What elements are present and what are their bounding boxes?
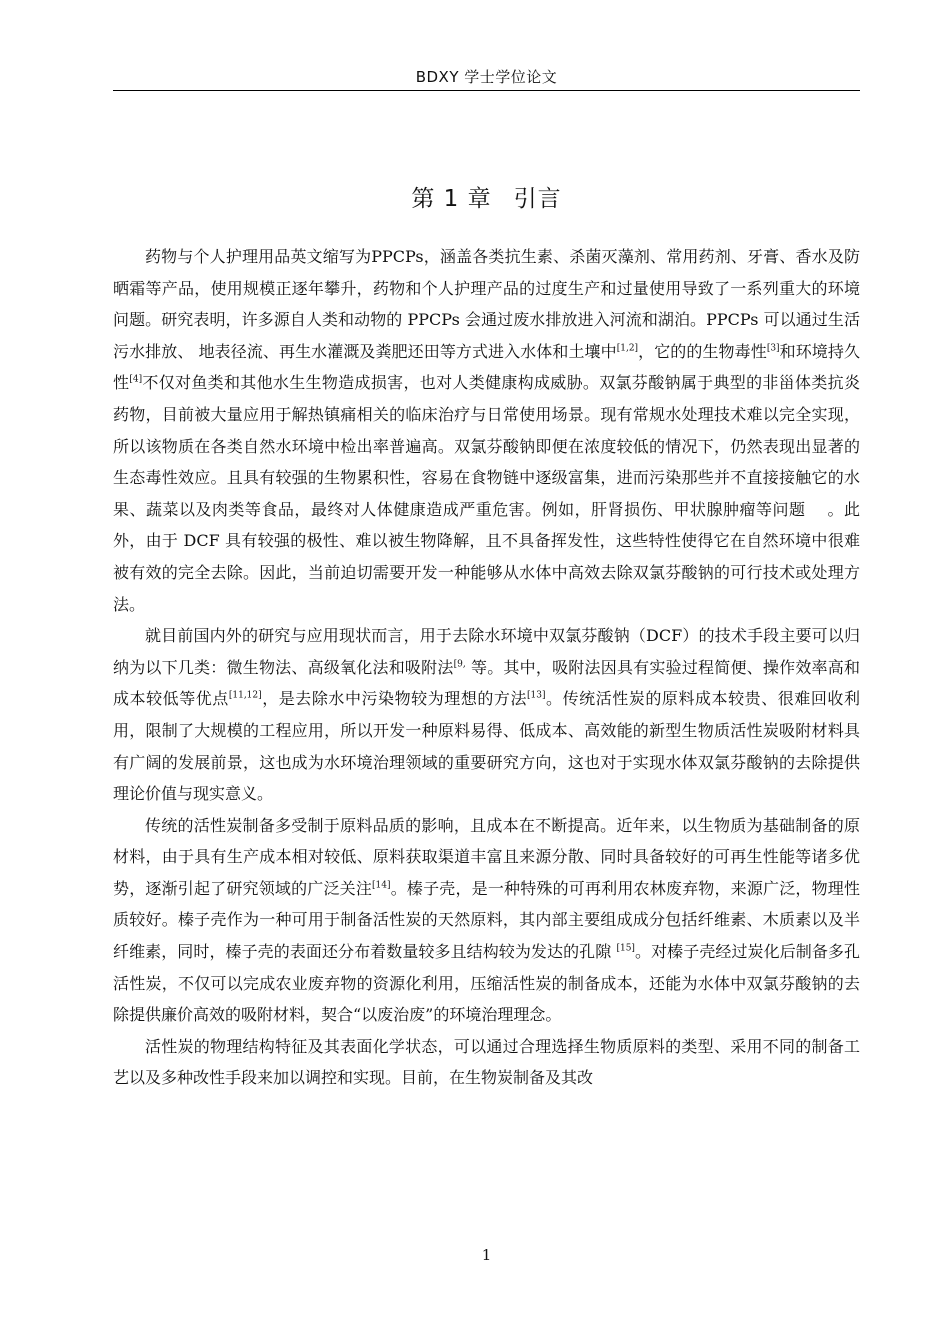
text-run: 传统的活性炭制备多受制于原料品质的影响，且成本在不断提高。近年来，以生物质为基础制备的原材料，由于具有生产成本相对较低、原料获取渠道丰富且来源分散、同时具备较好的可再生性能等诸多优势，逐渐引起了研究领域的广泛关注 <box>113 815 860 898</box>
text-run: ，它的的生物毒性 <box>638 341 767 361</box>
chapter-number: 第 1 章 <box>411 186 492 212</box>
text-run: 。对榛子壳经过炭化后制备多孔活性炭，不仅可以完成农业废弃物的资源化利用，压缩活性炭的制备成本，还能为水体中双氯芬酸钠的去除提供廉价高效的吸附材料，契合“以废治废”的环境治理理念。 <box>113 942 860 1025</box>
citation: [13] <box>527 690 546 701</box>
paragraph <box>113 620 860 810</box>
citation: [15] <box>616 943 635 954</box>
header-rule <box>113 90 860 91</box>
text-run: 活性炭的物理结构特征及其表面化学状态，可以通过合理选择生物质原料的类型、采用不同的制备工艺以及多种改性手段来加以调控和实现。目前，在生物炭制备及其改 <box>113 1036 860 1088</box>
citation: [14] <box>372 880 391 891</box>
citation: [11,12] <box>228 690 262 701</box>
chapter-heading <box>113 180 860 213</box>
text-run: 和环境持久性 <box>113 341 860 393</box>
text-run: 。传统活性炭的原料成本较贵、很难回收利用，限制了大规模的工程应用，所以开发一种原料易得、低成本、高效能的新型生物质活性炭吸附材料具有广阔的发展前景，这也成为水环境治理领域的重要研究方向，这也对于实现水体双氯芬酸钠的去除提供理论价值与现实意义。 <box>113 689 860 804</box>
citation: [9, <box>453 659 466 670</box>
text-run: 不仅对鱼类和其他水生生物造成损害，也对人类健康构成威胁。双氯芬酸钠属于典型的非甾体类抗炎药物，目前被大量应用于解热镇痛相关的临床治疗与日常使用场景。现有常规水处理技术难以完全实现，所以该物质在各类自然水环境中检出率普遍高。双氯芬酸钠即便在浓度较低的情况下，仍然表现出显著的生态毒性效应。且具有较强的生物累积性，容易在食物链中逐级富集，进而污染那些并不直接接触它的水果、蔬菜以及肉类等食品，最终对人体健康造成严重危害。例如，肝肾损伤、甲状腺肿瘤等问题 。此外，由于 DCF 具有较强的极性、难以被生物降解，且不具备挥发性，这些特性使得它在自然环境中很难被有效的完全去除。因此，当前迫切需要开发一种能够从水体中高效去除双氯芬酸钠的可行技术或处理方法。 <box>113 373 860 614</box>
paragraph <box>113 1031 860 1094</box>
citation: [1,2] <box>616 343 639 354</box>
citation: [3] <box>766 343 780 354</box>
text-run: 就目前国内外的研究与应用现状而言，用于去除水环境中双氯芬酸钠（DCF）的技术手段主要可以归纳为以下几类：微生物法、高级氧化法和吸附法 <box>113 626 860 677</box>
running-header: BDXY 学士学位论文 <box>415 68 558 86</box>
paragraph <box>113 241 860 620</box>
paragraph <box>113 810 860 1031</box>
text-run: 等。其中，吸附法因具有实验过程简便、操作效率高和成本较低等优点 <box>113 657 860 709</box>
page-number: 1 <box>481 1246 492 1264</box>
text-run: ，是去除水中污染物较为理想的方法 <box>261 689 528 709</box>
chapter-title: 引言 <box>513 186 562 212</box>
text-run: 药物与个人护理用品英文缩写为PPCPs，涵盖各类抗生素、杀菌灭藻剂、常用药剂、牙膏、香水及防晒霜等产品，使用规模正逐年攀升，药物和个人护理产品的过度生产和过量使用导致了一系列重大的环境问题。研究表明，许多源自人类和动物的 PPCPs 会通过废水排放进入河流和湖泊。PPCPs 可以通过生活污水排放、 地表径流、再生水灌溉及粪肥还田等方式进入水体和土壤中 <box>113 247 860 361</box>
text-run: 。榛子壳，是一种特殊的可再利用农林废弃物，来源广泛，物理性质较好。榛子壳作为一种可用于制备活性炭的天然原料，其内部主要组成成分包括纤维素、木质素以及半纤维素，同时，榛子壳的表面还分布着数量较多且结构较为发达的孔隙 <box>113 878 860 962</box>
citation: [4] <box>129 375 143 386</box>
body-text <box>113 241 860 1094</box>
